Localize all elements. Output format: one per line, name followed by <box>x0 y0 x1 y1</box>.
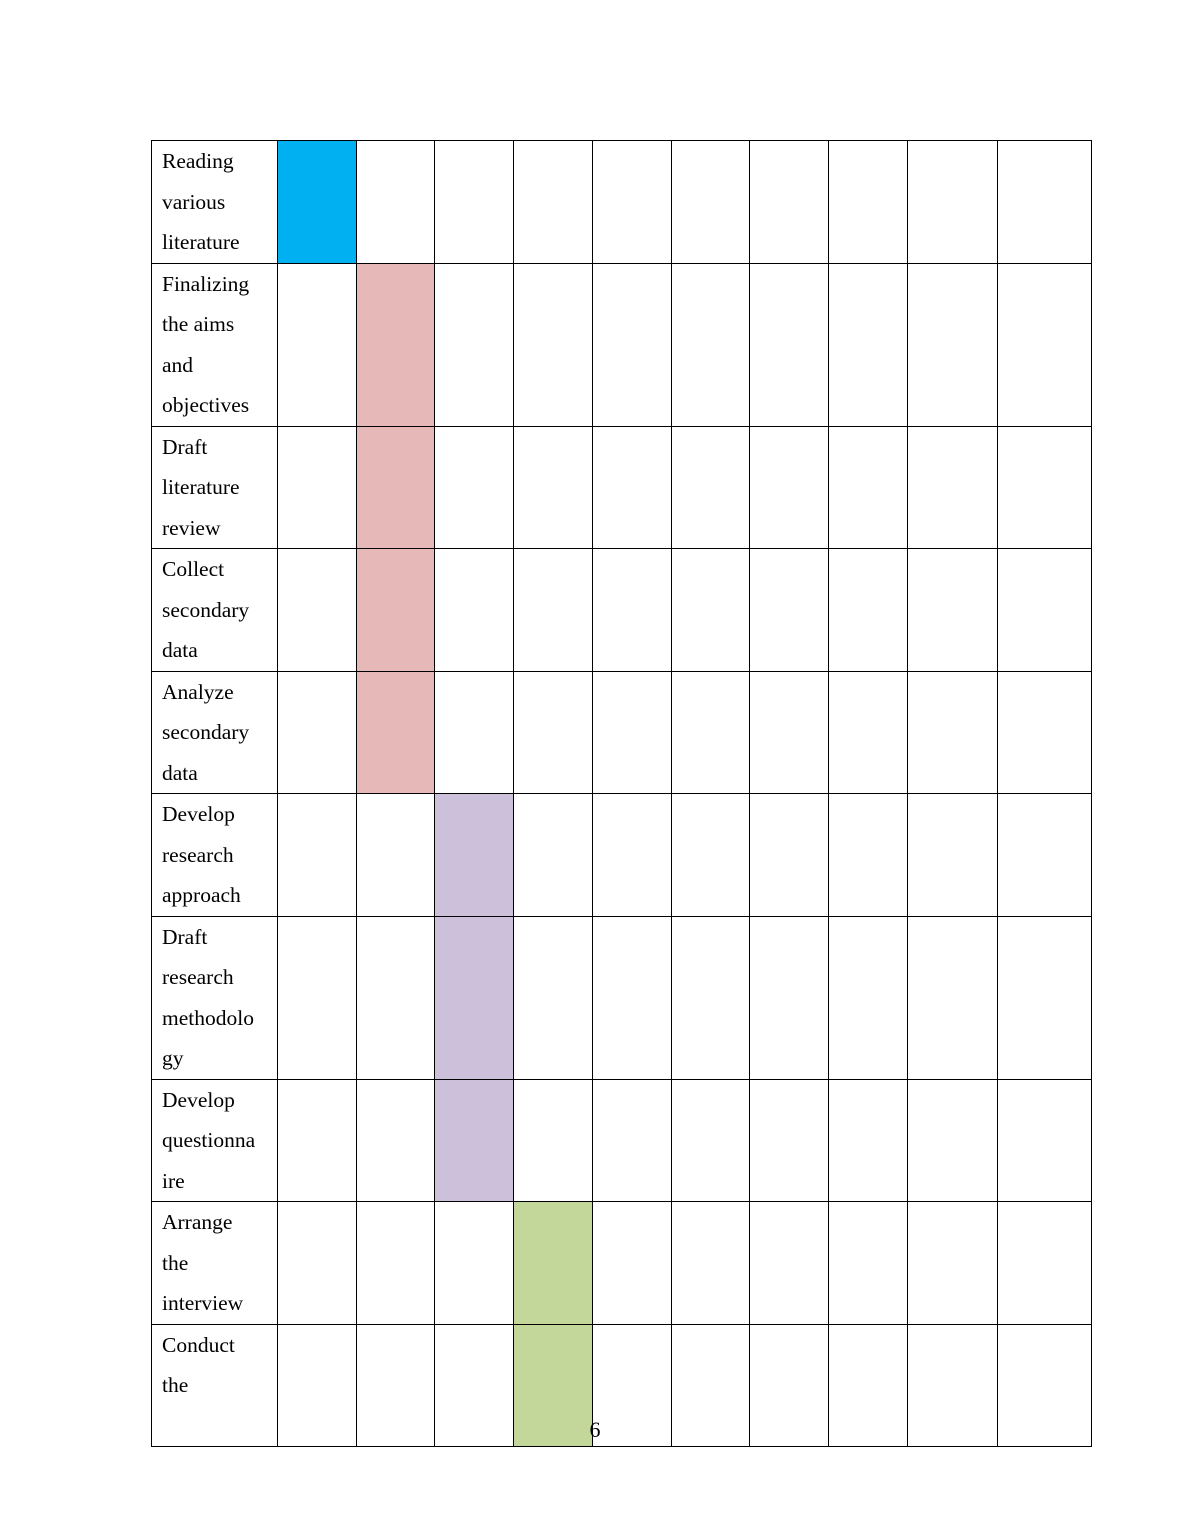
timeline-empty-cell <box>672 794 750 917</box>
task-name-cell <box>152 916 278 1079</box>
task-name: Reading various literature <box>162 149 240 254</box>
task-name: Draft research methodolo gy <box>162 924 254 1070</box>
timeline-empty-cell <box>593 141 672 264</box>
timeline-empty-cell <box>278 1079 357 1202</box>
timeline-empty-cell <box>593 671 672 794</box>
timeline-empty-cell <box>672 1079 750 1202</box>
timeline-empty-cell <box>278 916 357 1079</box>
timeline-empty-cell <box>750 1202 829 1325</box>
task-name-cell <box>152 263 278 426</box>
timeline-empty-cell <box>908 1079 998 1202</box>
task-row <box>152 549 1092 672</box>
timeline-empty-cell <box>514 671 593 794</box>
timeline-empty-cell <box>829 141 908 264</box>
timeline-bar-cell <box>357 549 435 672</box>
timeline-empty-cell <box>998 1079 1092 1202</box>
timeline-empty-cell <box>514 549 593 672</box>
timeline-empty-cell <box>672 1202 750 1325</box>
timeline-empty-cell <box>672 141 750 264</box>
task-name-cell <box>152 426 278 549</box>
timeline-empty-cell <box>278 263 357 426</box>
task-row <box>152 1202 1092 1325</box>
timeline-empty-cell <box>593 426 672 549</box>
task-row <box>152 794 1092 917</box>
task-name-cell <box>152 671 278 794</box>
timeline-empty-cell <box>357 1202 435 1325</box>
task-row <box>152 1079 1092 1202</box>
timeline-empty-cell <box>672 549 750 672</box>
task-row <box>152 671 1092 794</box>
timeline-empty-cell <box>908 141 998 264</box>
timeline-empty-cell <box>593 549 672 672</box>
timeline-empty-cell <box>829 1202 908 1325</box>
timeline-empty-cell <box>435 141 514 264</box>
timeline-empty-cell <box>672 671 750 794</box>
timeline-bar-cell <box>435 794 514 917</box>
timeline-empty-cell <box>750 141 829 264</box>
timeline-empty-cell <box>278 1202 357 1325</box>
timeline-empty-cell <box>750 426 829 549</box>
timeline-empty-cell <box>435 263 514 426</box>
timeline-empty-cell <box>435 1202 514 1325</box>
task-row <box>152 141 1092 264</box>
timeline-empty-cell <box>829 549 908 672</box>
timeline-empty-cell <box>514 794 593 917</box>
timeline-empty-cell <box>514 916 593 1079</box>
timeline-empty-cell <box>514 1079 593 1202</box>
timeline-bar-cell <box>435 1079 514 1202</box>
timeline-empty-cell <box>278 426 357 549</box>
timeline-empty-cell <box>998 794 1092 917</box>
timeline-empty-cell <box>998 141 1092 264</box>
timeline-empty-cell <box>514 263 593 426</box>
timeline-bar-cell <box>278 141 357 264</box>
timeline-empty-cell <box>593 263 672 426</box>
task-name: Finalizing the aims and objectives <box>162 271 250 417</box>
timeline-bar-cell <box>435 916 514 1079</box>
timeline-empty-cell <box>908 794 998 917</box>
task-name-cell <box>152 1202 278 1325</box>
timeline-empty-cell <box>998 426 1092 549</box>
timeline-bar-cell <box>357 426 435 549</box>
timeline-empty-cell <box>435 671 514 794</box>
timeline-empty-cell <box>672 916 750 1079</box>
timeline-empty-cell <box>829 263 908 426</box>
timeline-empty-cell <box>593 916 672 1079</box>
timeline-empty-cell <box>998 671 1092 794</box>
task-row <box>152 916 1092 1079</box>
timeline-empty-cell <box>278 549 357 672</box>
timeline-empty-cell <box>998 916 1092 1079</box>
task-name: Arrange the interview <box>162 1210 244 1315</box>
timeline-empty-cell <box>908 1202 998 1325</box>
task-name-cell <box>152 141 278 264</box>
task-name: Develop research approach <box>162 802 241 907</box>
timeline-empty-cell <box>908 426 998 549</box>
timeline-empty-cell <box>593 794 672 917</box>
timeline-empty-cell <box>593 1079 672 1202</box>
timeline-empty-cell <box>750 1079 829 1202</box>
timeline-empty-cell <box>357 141 435 264</box>
timeline-empty-cell <box>908 263 998 426</box>
page-number: 6 <box>589 1417 601 1442</box>
timeline-empty-cell <box>514 141 593 264</box>
task-name: Conduct the <box>162 1332 235 1397</box>
timeline-empty-cell <box>278 671 357 794</box>
task-name: Analyze secondary data <box>162 679 250 785</box>
timeline-empty-cell <box>908 671 998 794</box>
timeline-empty-cell <box>998 549 1092 672</box>
timeline-empty-cell <box>829 671 908 794</box>
timeline-empty-cell <box>357 794 435 917</box>
task-row <box>152 426 1092 549</box>
timeline-empty-cell <box>750 794 829 917</box>
timeline-empty-cell <box>435 549 514 672</box>
task-name-cell <box>152 794 278 917</box>
timeline-empty-cell <box>750 916 829 1079</box>
timeline-empty-cell <box>750 671 829 794</box>
timeline-empty-cell <box>829 426 908 549</box>
timeline-empty-cell <box>278 794 357 917</box>
timeline-empty-cell <box>357 1079 435 1202</box>
timeline-empty-cell <box>514 426 593 549</box>
timeline-empty-cell <box>357 916 435 1079</box>
timeline-empty-cell <box>908 916 998 1079</box>
gantt-chart-table <box>151 140 1091 1397</box>
timeline-empty-cell <box>998 263 1092 426</box>
timeline-empty-cell <box>672 426 750 549</box>
task-name-cell <box>152 1079 278 1202</box>
task-row <box>152 263 1092 426</box>
timeline-bar-cell <box>357 263 435 426</box>
timeline-empty-cell <box>829 916 908 1079</box>
timeline-empty-cell <box>750 549 829 672</box>
timeline-empty-cell <box>593 1202 672 1325</box>
timeline-empty-cell <box>998 1202 1092 1325</box>
task-name-cell <box>152 549 278 672</box>
timeline-empty-cell <box>672 263 750 426</box>
timeline-empty-cell <box>829 794 908 917</box>
task-name: Collect secondary data <box>162 557 250 662</box>
timeline-empty-cell <box>829 1079 908 1202</box>
timeline-empty-cell <box>435 426 514 549</box>
timeline-bar-cell <box>357 671 435 794</box>
timeline-empty-cell <box>908 549 998 672</box>
task-name: Develop questionna ire <box>162 1087 256 1193</box>
task-name: Draft literature review <box>162 434 240 540</box>
timeline-empty-cell <box>750 263 829 426</box>
timeline-bar-cell <box>514 1202 593 1325</box>
